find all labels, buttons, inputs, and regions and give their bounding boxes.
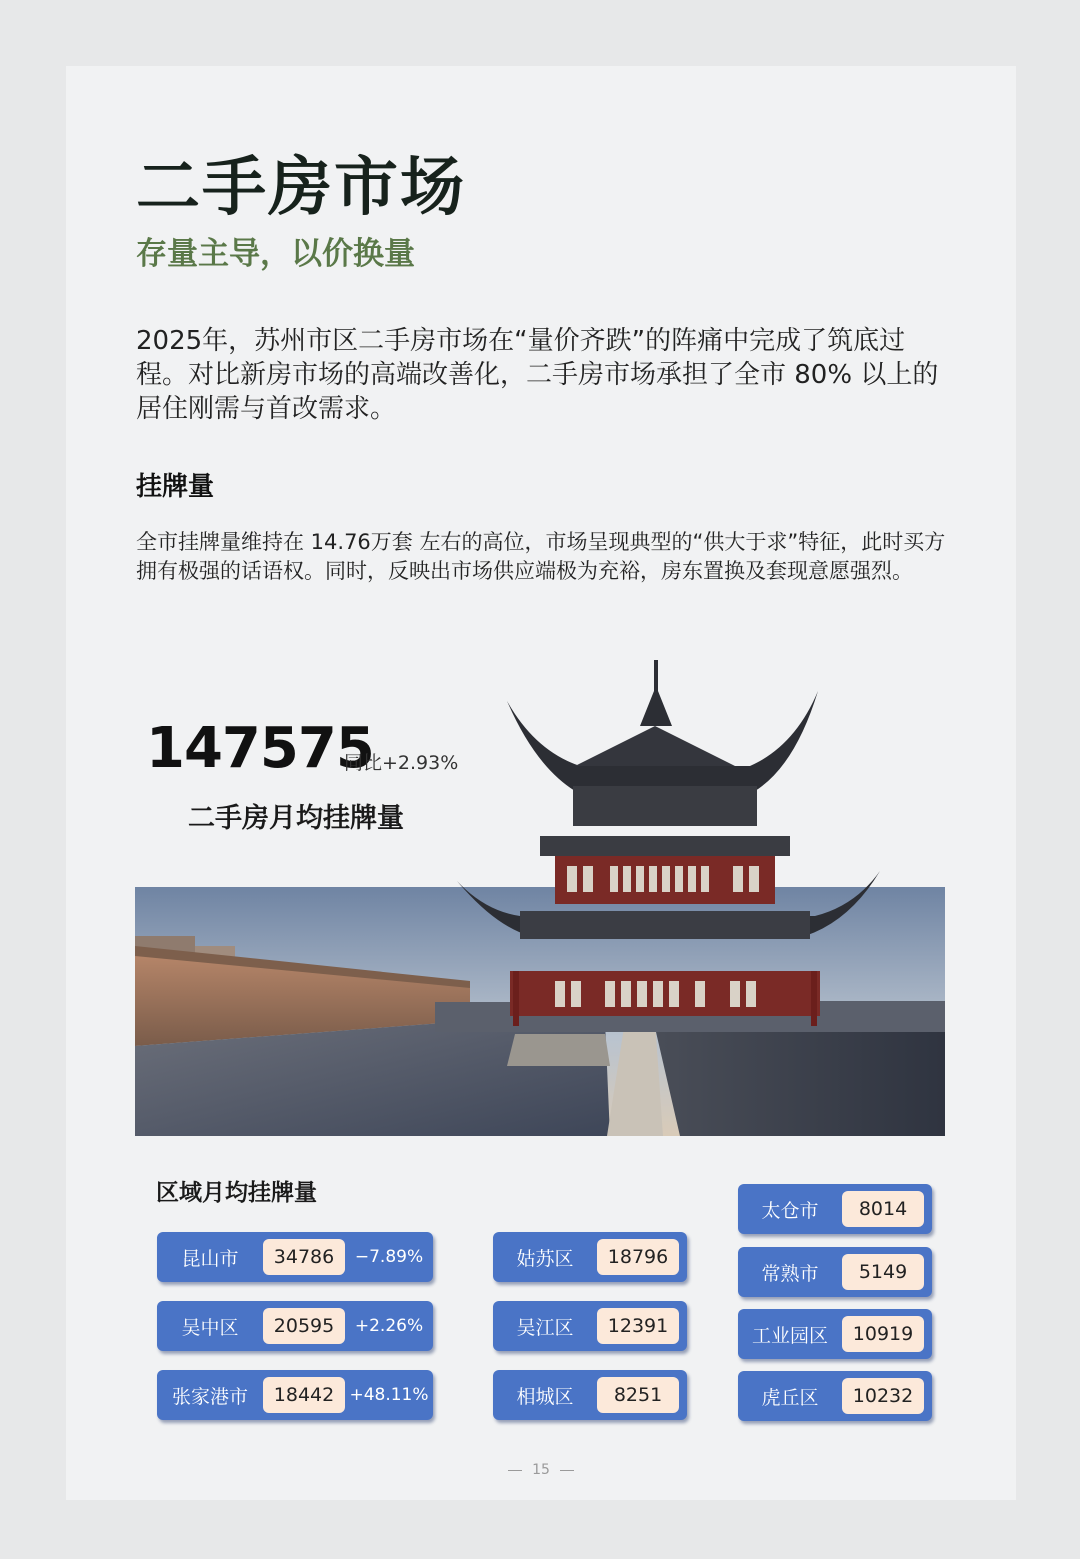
region-name: 昆山市 bbox=[181, 1247, 239, 1270]
region-value: 34786 bbox=[263, 1239, 345, 1275]
region-card-wujiang bbox=[493, 1301, 687, 1351]
region-section-title: 区域月均挂牌量 bbox=[156, 1180, 317, 1206]
region-card-taicang bbox=[738, 1184, 932, 1234]
region-value: 8014 bbox=[842, 1191, 924, 1227]
region-name: 张家港市 bbox=[171, 1385, 248, 1408]
region-card-kunshan bbox=[157, 1232, 433, 1282]
section-body: 全市挂牌量维持在 14.76万套 左右的高位，市场呈现典型的“供大于求”特征，此时买方拥有极强的话语权。同时，反映出市场供应端极为充裕，房东置换及套现意愿强烈。 bbox=[136, 530, 946, 583]
headline-label: 二手房月均挂牌量 bbox=[188, 803, 404, 834]
region-value: 12391 bbox=[597, 1308, 679, 1344]
region-change: +2.26% bbox=[354, 1316, 424, 1336]
region-name: 常熟市 bbox=[761, 1262, 819, 1285]
region-value: 18796 bbox=[597, 1239, 679, 1275]
page-subtitle: 存量主导，以价换量 bbox=[136, 236, 415, 272]
region-card-changshu bbox=[738, 1247, 932, 1297]
page-number-dash-left bbox=[508, 1470, 522, 1471]
region-value: 5149 bbox=[842, 1254, 924, 1290]
page bbox=[66, 66, 1016, 1500]
region-change: +48.11% bbox=[349, 1385, 429, 1405]
region-name: 太仓市 bbox=[761, 1199, 819, 1222]
region-value: 10232 bbox=[842, 1378, 924, 1414]
headline-number: 147575 bbox=[146, 716, 374, 781]
page-title: 二手房市场 bbox=[136, 150, 466, 225]
page-number-dash-right bbox=[560, 1470, 574, 1471]
headline-yoy: 同比+2.93% bbox=[344, 752, 459, 774]
region-card-industrial-park bbox=[738, 1309, 932, 1359]
region-change: −7.89% bbox=[354, 1247, 424, 1267]
region-value: 18442 bbox=[263, 1377, 345, 1413]
region-card-wuzhong bbox=[157, 1301, 433, 1351]
region-card-gusu bbox=[493, 1232, 687, 1282]
region-name: 相城区 bbox=[516, 1385, 574, 1408]
intro-paragraph: 2025年，苏州市区二手房市场在“量价齐跌”的阵痛中完成了筑底过程。对比新房市场的高端改善化，二手房市场承担了全市 80% 以上的居住刚需与首改需求。 bbox=[136, 326, 939, 424]
region-value: 8251 bbox=[597, 1377, 679, 1413]
region-name: 工业园区 bbox=[751, 1324, 828, 1347]
region-name: 姑苏区 bbox=[516, 1247, 574, 1270]
region-card-xiangcheng bbox=[493, 1370, 687, 1420]
page-number bbox=[66, 1462, 1016, 1478]
page-number-text: 15 bbox=[532, 1462, 550, 1478]
region-name: 虎丘区 bbox=[761, 1386, 819, 1409]
region-name: 吴中区 bbox=[181, 1316, 239, 1339]
region-card-huqiu bbox=[738, 1371, 932, 1421]
region-name: 吴江区 bbox=[516, 1316, 574, 1339]
region-value: 10919 bbox=[842, 1316, 924, 1352]
region-card-zhangjiagang bbox=[157, 1370, 433, 1420]
section-title: 挂牌量 bbox=[136, 472, 215, 502]
region-value: 20595 bbox=[263, 1308, 345, 1344]
